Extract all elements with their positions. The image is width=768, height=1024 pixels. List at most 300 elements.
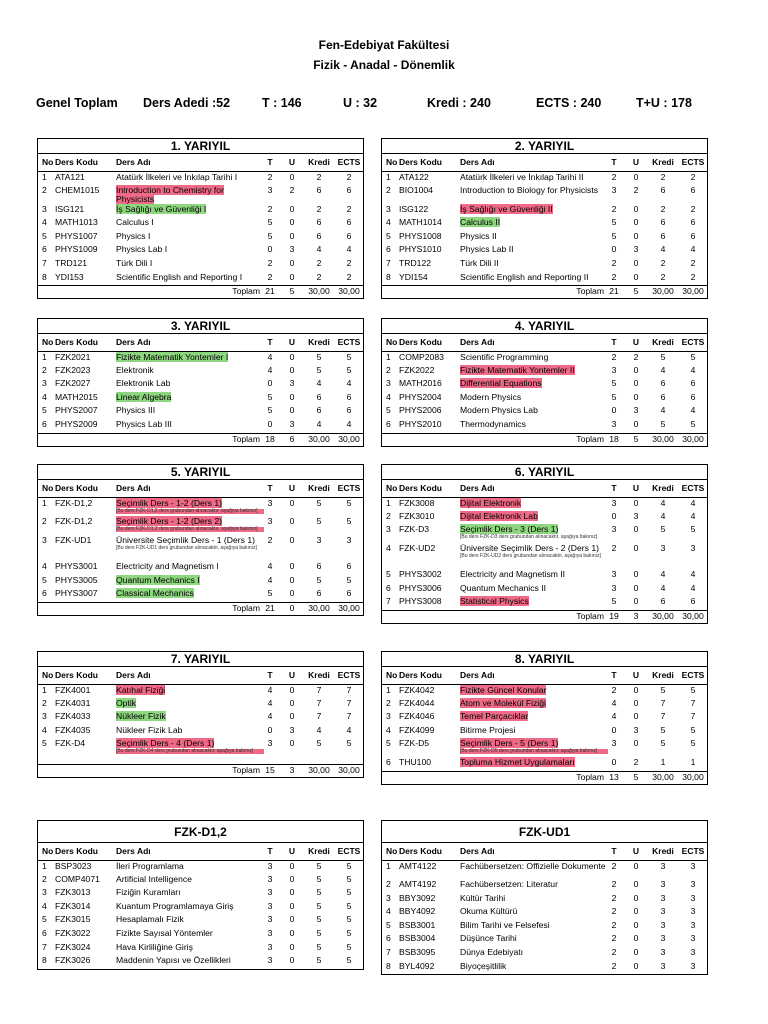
semester-title: 4. YARIYIL: [382, 319, 707, 334]
semester-title: 7. YARIYIL: [38, 652, 363, 667]
course-ects: 3: [690, 879, 696, 889]
course-name: Seçimlik Ders - 1-2 (Ders 2): [116, 516, 223, 526]
course-code: FZK-UD2: [399, 543, 436, 554]
course-no: 3: [386, 524, 391, 535]
course-ects: 5: [346, 574, 352, 585]
course-no: 2: [42, 697, 47, 708]
total-u: 3: [289, 765, 295, 776]
course-note: [Bu ders FZK-D1,2 ders grubundan alınacaktır, aşağıya bakınız]: [116, 527, 264, 533]
summary-ects: ECTS : 240: [536, 96, 602, 110]
total-kredi: 30,00: [308, 765, 330, 776]
course-name-cell: [460, 739, 608, 754]
course-kredi: 4: [660, 569, 666, 580]
course-kredi: 1: [660, 757, 666, 768]
course-kredi: 5: [316, 955, 322, 966]
course-name-cell: [460, 393, 608, 403]
course-u: 3: [633, 724, 639, 735]
column-header-no: No: [42, 157, 54, 167]
course-u: 0: [289, 217, 295, 228]
course-name: Seçimlik Ders - 4 (Ders 1): [116, 738, 215, 749]
course-row: [382, 596, 707, 610]
course-name-cell: [460, 186, 608, 196]
course-ects: 3: [690, 946, 696, 957]
course-row: [38, 698, 363, 712]
course-code: PHYS1007: [55, 230, 98, 241]
course-t: 3: [267, 516, 273, 526]
course-t: 3: [267, 900, 273, 911]
course-name: İleri Programlama: [116, 861, 184, 871]
course-t: 3: [267, 914, 273, 925]
course-no: 2: [386, 184, 391, 195]
course-kredi: 4: [660, 510, 666, 521]
total-row: [382, 285, 707, 298]
summary-t: T : 146: [262, 96, 302, 110]
total-label: Toplam: [576, 433, 604, 444]
course-u: 0: [289, 697, 295, 708]
course-no: 4: [42, 561, 47, 571]
course-code: BYL4092: [399, 960, 435, 971]
course-t: 4: [267, 364, 273, 375]
course-row: [38, 185, 363, 204]
course-no: 6: [42, 927, 47, 938]
course-name-cell: [460, 584, 608, 594]
course-no: 5: [386, 230, 391, 241]
column-header-name: Ders Adı: [116, 157, 151, 167]
total-label: Toplam: [232, 765, 260, 776]
course-code: AMT4192: [399, 879, 437, 889]
course-no: 7: [386, 946, 391, 957]
course-row: [38, 711, 363, 725]
course-t: 3: [611, 582, 617, 593]
course-row: [38, 725, 363, 739]
course-u: 0: [633, 697, 639, 708]
course-code: COMP2083: [399, 352, 444, 362]
course-kredi: 7: [316, 697, 322, 708]
total-t: 21: [609, 286, 619, 297]
course-note: [Bu ders FZK-D1,2 ders grubundan alınacaktır, aşağıya bakınız]: [116, 509, 264, 515]
column-header-code: Ders Kodu: [55, 846, 98, 856]
column-header-ects: ECTS: [681, 157, 705, 167]
course-ects: 6: [690, 217, 696, 228]
course-no: 1: [42, 352, 47, 362]
semester-table: [381, 318, 708, 447]
course-ects: 6: [690, 391, 696, 402]
course-name-cell: [116, 888, 264, 898]
course-name: Katıhal Fiziği: [116, 685, 166, 695]
course-name-cell: [460, 232, 608, 242]
total-t: 13: [609, 771, 619, 782]
course-ects: 6: [346, 230, 352, 241]
elective-title: FZK-D1,2: [38, 821, 363, 843]
semester-table: [37, 651, 364, 778]
course-code: FZK3015: [55, 914, 91, 925]
column-header-code: Ders Kodu: [55, 483, 98, 493]
total-ects: 30,00: [682, 433, 704, 444]
course-code: FZK3010: [399, 510, 435, 521]
course-u: 2: [633, 757, 639, 768]
total-t: 15: [265, 765, 275, 776]
course-u: 0: [289, 391, 295, 402]
course-ects: 6: [690, 184, 696, 195]
course-code: TRD122: [399, 257, 431, 268]
course-no: 5: [386, 569, 391, 580]
course-t: 2: [611, 203, 617, 214]
course-kredi: 5: [316, 738, 322, 749]
course-ects: 3: [690, 543, 696, 554]
course-u: 0: [289, 535, 295, 545]
column-header-ects: ECTS: [681, 846, 705, 856]
course-t: 2: [611, 960, 617, 971]
course-u: 0: [633, 946, 639, 957]
total-u: 5: [633, 771, 639, 782]
course-no: 5: [386, 405, 391, 416]
total-kredi: 30,00: [652, 433, 674, 444]
course-no: 4: [42, 900, 47, 911]
course-u: 2: [633, 184, 639, 195]
course-ects: 5: [346, 941, 352, 952]
course-name-cell: [460, 894, 608, 904]
course-name: Seçimlik Ders - 3 (Ders 1): [460, 524, 559, 535]
course-t: 3: [267, 861, 273, 871]
course-name: Düşünce Tarihi: [460, 933, 517, 944]
course-row: [382, 217, 707, 231]
course-code: PHYS3006: [399, 582, 442, 593]
course-kredi: 6: [316, 391, 322, 402]
course-code: FZK-D3: [399, 524, 430, 535]
course-no: 4: [42, 217, 47, 228]
course-t: 3: [611, 569, 617, 580]
course-u: 0: [289, 900, 295, 911]
course-u: 0: [289, 230, 295, 241]
course-t: 5: [267, 588, 273, 599]
total-label: Toplam: [232, 286, 260, 297]
course-t: 5: [611, 391, 617, 402]
course-row: [382, 725, 707, 739]
course-kredi: 6: [316, 405, 322, 416]
course-kredi: 3: [660, 861, 666, 871]
column-header-code: Ders Kodu: [55, 670, 98, 680]
course-name-cell: [460, 758, 608, 768]
course-no: 4: [42, 724, 47, 735]
course-code: MATH1014: [399, 217, 442, 228]
course-name: Physics Lab I: [116, 244, 168, 255]
column-header-row: [38, 480, 363, 497]
course-t: 2: [611, 352, 617, 362]
course-ects: 5: [346, 516, 352, 526]
course-name: Introduction to Biology for Physicists: [460, 184, 599, 195]
course-kredi: 5: [660, 738, 666, 749]
course-code: BSB3095: [399, 946, 436, 957]
course-u: 0: [633, 711, 639, 722]
course-kredi: 6: [316, 230, 322, 241]
course-name-cell: [116, 956, 264, 966]
course-name-cell: [116, 929, 264, 939]
course-code: FZK4001: [55, 685, 91, 695]
course-code: FZK2022: [399, 364, 435, 375]
course-name: Scientific English and Reporting II: [460, 271, 589, 282]
course-code: FZK3013: [55, 887, 91, 898]
course-t: 4: [267, 574, 273, 585]
course-row: [38, 942, 363, 956]
program-title: Fizik - Anadal - Dönemlik: [313, 58, 455, 72]
course-row: [382, 893, 707, 907]
course-name: Bitirme Projesi: [460, 724, 516, 735]
course-kredi: 6: [660, 230, 666, 241]
course-row: [382, 419, 707, 433]
column-header-u: U: [288, 846, 296, 856]
course-u: 0: [289, 271, 295, 282]
course-name: Differential Equations: [460, 378, 542, 389]
course-row: [38, 419, 363, 433]
course-ects: 1: [690, 757, 696, 768]
course-no: 3: [386, 892, 391, 903]
course-t: 2: [267, 271, 273, 282]
total-t: 19: [609, 610, 619, 621]
course-t: 2: [611, 543, 617, 554]
course-kredi: 7: [660, 697, 666, 708]
course-name-cell: [116, 699, 264, 709]
course-t: 5: [611, 230, 617, 241]
course-ects: 3: [690, 861, 696, 871]
course-name-cell: [116, 686, 264, 696]
course-t: 3: [267, 184, 273, 195]
course-name-cell: [460, 245, 608, 255]
course-ects: 5: [346, 873, 352, 884]
course-no: 7: [42, 941, 47, 952]
course-t: 4: [267, 352, 273, 362]
course-kredi: 5: [316, 887, 322, 898]
course-kredi: 6: [316, 561, 322, 571]
course-ects: 4: [690, 510, 696, 521]
course-t: 3: [611, 498, 617, 508]
course-ects: 7: [690, 711, 696, 722]
course-no: 5: [42, 738, 47, 749]
course-u: 3: [633, 510, 639, 521]
course-kredi: 4: [316, 418, 322, 429]
total-kredi: 30,00: [308, 286, 330, 297]
course-no: 6: [386, 418, 391, 429]
course-code: ISG122: [399, 203, 429, 214]
course-name: Hesaplamalı Fizik: [116, 914, 184, 925]
course-t: 2: [267, 203, 273, 214]
course-t: 0: [611, 405, 617, 416]
course-kredi: 7: [316, 685, 322, 695]
course-name: Fachübersetzen: Offizielle Dokumente: [460, 861, 606, 871]
semester-table: [381, 138, 708, 299]
course-name: Atatürk İlkeleri ve İnkılap Tarihi I: [116, 172, 238, 182]
course-u: 0: [633, 230, 639, 241]
course-no: 8: [42, 955, 47, 966]
course-u: 0: [289, 172, 295, 182]
course-name-cell: [460, 544, 608, 559]
course-kredi: 3: [660, 960, 666, 971]
course-ects: 6: [690, 378, 696, 389]
course-name: Fizikte Matematik Yontemler II: [460, 364, 575, 375]
course-name-cell: [460, 218, 608, 228]
course-code: PHYS3002: [399, 569, 442, 580]
course-name-cell: [460, 934, 608, 944]
course-name: Physics III: [116, 405, 156, 416]
course-name-cell: [116, 420, 264, 430]
course-t: 0: [611, 244, 617, 255]
course-ects: 5: [690, 418, 696, 429]
course-kredi: 4: [660, 498, 666, 508]
course-name: Classical Mechanics: [116, 588, 194, 599]
course-code: FZK2023: [55, 364, 91, 375]
course-name-cell: [116, 536, 264, 551]
faculty-title: Fen-Edebiyat Fakültesi: [318, 38, 450, 52]
course-row: [38, 887, 363, 901]
column-header-t: T: [267, 157, 273, 167]
course-u: 0: [633, 596, 639, 607]
course-name-cell: [116, 862, 264, 872]
course-row: [38, 874, 363, 888]
course-no: 2: [42, 364, 47, 375]
course-code: PHYS2007: [55, 405, 98, 416]
course-t: 0: [611, 757, 617, 768]
column-header-ects: ECTS: [681, 337, 705, 347]
column-header-t: T: [267, 483, 273, 493]
course-no: 4: [42, 391, 47, 402]
course-row: [38, 588, 363, 602]
course-name-cell: [116, 186, 264, 205]
course-kredi: 4: [660, 244, 666, 255]
course-name-cell: [116, 902, 264, 912]
course-t: 0: [267, 378, 273, 389]
total-u: 5: [633, 286, 639, 297]
course-kredi: 2: [660, 271, 666, 282]
course-no: 3: [42, 535, 47, 545]
course-name-cell: [116, 726, 264, 736]
course-t: 2: [611, 946, 617, 957]
column-header-t: T: [611, 846, 617, 856]
column-header-code: Ders Kodu: [399, 670, 442, 680]
course-name: Topluma Hizmet Uygulamaları: [460, 757, 575, 768]
course-no: 5: [42, 230, 47, 241]
course-u: 0: [289, 887, 295, 898]
course-no: 2: [386, 879, 391, 889]
column-header-kredi: Kredi: [652, 157, 674, 167]
course-row: [382, 511, 707, 525]
course-u: 0: [633, 257, 639, 268]
course-kredi: 5: [316, 914, 322, 925]
total-label: Toplam: [232, 602, 260, 613]
semester-title: 1. YARIYIL: [38, 139, 363, 154]
course-row: [38, 351, 363, 365]
column-header-u: U: [632, 337, 640, 347]
course-kredi: 6: [660, 391, 666, 402]
course-ects: 6: [346, 184, 352, 195]
course-row: [38, 901, 363, 915]
course-name: Modern Physics Lab: [460, 405, 538, 416]
course-row: [382, 378, 707, 392]
course-name-cell: [460, 366, 608, 376]
course-no: 7: [42, 257, 47, 268]
course-row: [382, 684, 707, 698]
column-header-kredi: Kredi: [308, 157, 330, 167]
course-kredi: 4: [660, 582, 666, 593]
course-name: Linear Algebra: [116, 391, 172, 402]
column-header-no: No: [386, 483, 398, 493]
column-header-t: T: [611, 157, 617, 167]
total-u: 0: [289, 602, 295, 613]
course-no: 2: [42, 516, 47, 526]
course-ects: 2: [346, 203, 352, 214]
course-name-cell: [460, 512, 608, 522]
course-name: Seçimlik Ders - 1-2 (Ders 1): [116, 498, 223, 508]
course-ects: 4: [690, 405, 696, 416]
course-row: [38, 171, 363, 185]
course-kredi: 6: [660, 217, 666, 228]
course-t: 2: [611, 879, 617, 889]
course-u: 0: [633, 738, 639, 749]
course-name-cell: [460, 962, 608, 972]
course-no: 8: [42, 271, 47, 282]
course-ects: 5: [346, 498, 352, 508]
column-header-no: No: [42, 846, 54, 856]
course-no: 5: [42, 574, 47, 585]
elective-title: FZK-UD1: [382, 821, 707, 843]
course-name-cell: [116, 875, 264, 885]
course-name: Quantum Mechanics I: [116, 574, 200, 585]
total-u: 3: [633, 610, 639, 621]
course-ects: 3: [690, 919, 696, 930]
total-ects: 30,00: [682, 610, 704, 621]
course-code: TRD121: [55, 257, 87, 268]
course-name: Atatürk İlkeleri ve İnkılap Tarihi II: [460, 172, 584, 182]
course-code: CHEM1015: [55, 184, 100, 195]
course-row: [38, 405, 363, 419]
course-u: 3: [633, 405, 639, 416]
column-header-no: No: [386, 846, 398, 856]
course-name: Elektronik: [116, 364, 154, 375]
course-kredi: 5: [660, 524, 666, 535]
column-header-code: Ders Kodu: [399, 483, 442, 493]
course-no: 4: [386, 543, 391, 554]
course-kredi: 3: [660, 919, 666, 930]
course-row: [382, 947, 707, 961]
course-row: [382, 860, 707, 879]
course-name-cell: [460, 948, 608, 958]
course-kredi: 3: [316, 535, 322, 545]
total-kredi: 30,00: [308, 602, 330, 613]
course-name: Fachübersetzen: Literatur: [460, 879, 558, 889]
course-name-cell: [460, 259, 608, 269]
column-header-u: U: [288, 337, 296, 347]
course-code: FZK4099: [399, 724, 435, 735]
course-row: [38, 258, 363, 272]
course-name: Fizikte Sayısal Yöntemler: [116, 927, 213, 938]
course-no: 2: [386, 364, 391, 375]
column-header-code: Ders Kodu: [55, 337, 98, 347]
course-u: 0: [633, 960, 639, 971]
course-t: 4: [267, 685, 273, 695]
column-header-ects: ECTS: [337, 483, 361, 493]
course-row: [38, 272, 363, 286]
course-name: Dijital Elektronik: [460, 498, 522, 508]
course-row: [382, 757, 707, 771]
course-no: 1: [42, 498, 47, 508]
course-name-cell: [460, 712, 608, 722]
course-no: 1: [386, 861, 391, 871]
column-header-no: No: [42, 483, 54, 493]
course-u: 0: [633, 378, 639, 389]
course-name-cell: [460, 173, 608, 183]
course-name: Physics II: [460, 230, 497, 241]
course-row: [38, 231, 363, 245]
course-ects: 6: [346, 405, 352, 416]
total-u: 6: [289, 433, 295, 444]
